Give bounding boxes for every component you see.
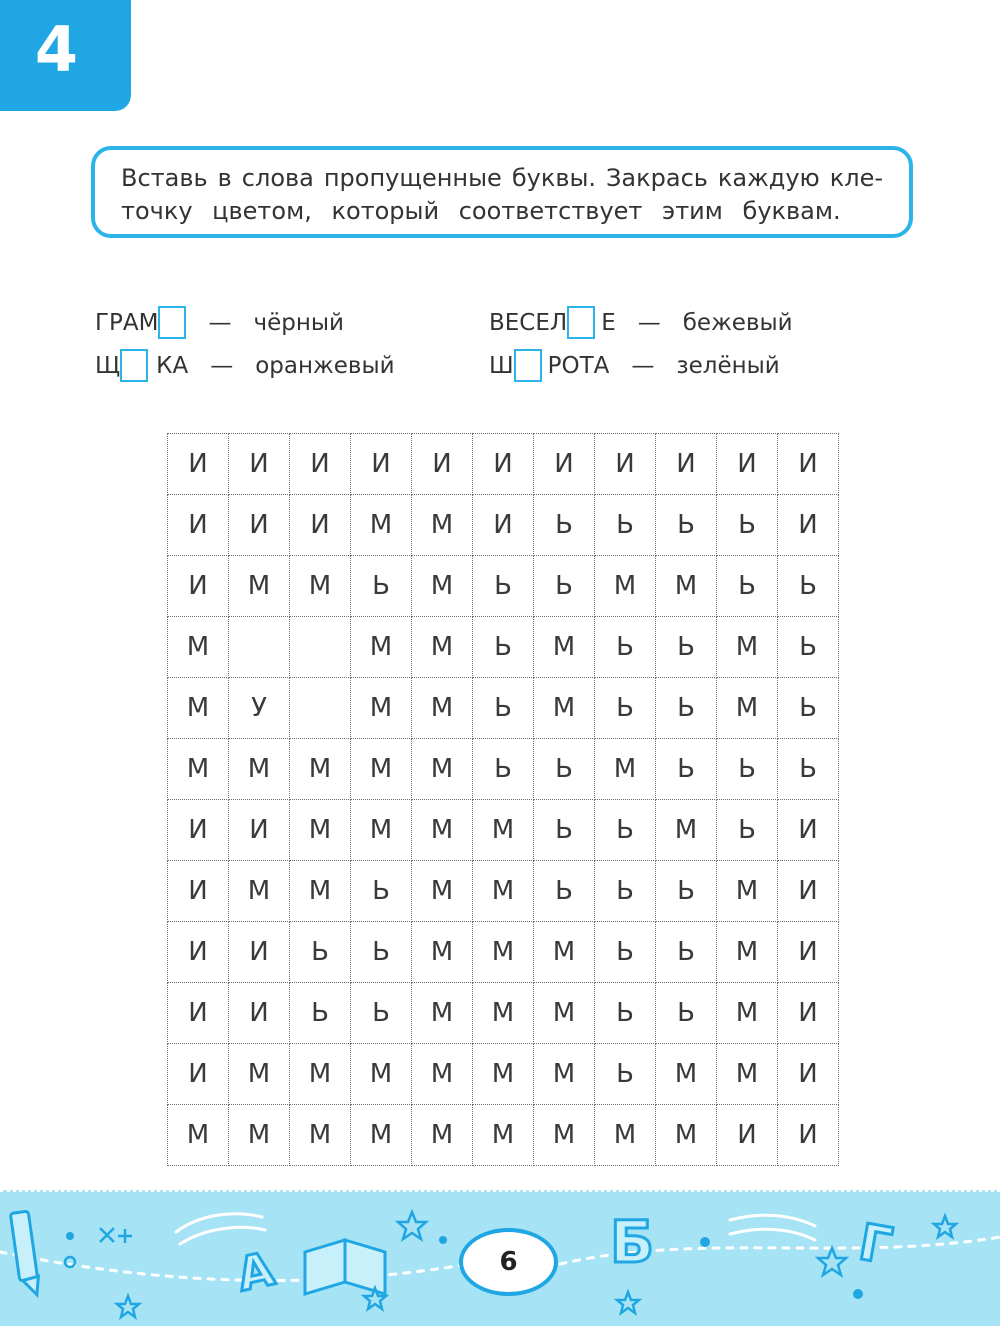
grid-cell[interactable]: М [412, 678, 473, 739]
grid-row [168, 678, 839, 739]
grid-cell[interactable]: И [595, 434, 656, 495]
letter-input-box[interactable] [567, 306, 595, 339]
grid-cell[interactable]: М [473, 983, 534, 1044]
grid-cell[interactable]: И [168, 861, 229, 922]
grid-cell[interactable]: Ь [534, 800, 595, 861]
grid-cell[interactable]: Ь [656, 495, 717, 556]
page-number: 6 [499, 1247, 518, 1277]
dash: — [210, 352, 234, 379]
grid-cell[interactable]: Ь [351, 983, 412, 1044]
grid-cell[interactable]: М [412, 617, 473, 678]
grid-cell[interactable]: И [168, 1044, 229, 1105]
footer-letter-g: Г [854, 1212, 897, 1276]
grid-cell[interactable]: Ь [473, 678, 534, 739]
grid-cell[interactable]: И [229, 922, 290, 983]
grid-cell[interactable]: Ь [778, 556, 839, 617]
grid-cell[interactable]: М [717, 983, 778, 1044]
word-color: бежевый [682, 309, 793, 336]
instruction-line-1: Вставь в слова пропущенные буквы. Закрась каждую кле- [121, 164, 883, 192]
grid-cell[interactable]: М [290, 861, 351, 922]
swoosh-line [730, 1229, 815, 1240]
word-color: зелёный [676, 352, 780, 379]
grid-cell[interactable]: М [168, 617, 229, 678]
dot-icon [66, 1232, 74, 1240]
grid-cell[interactable]: Ь [717, 739, 778, 800]
grid-cell[interactable] [290, 678, 351, 739]
grid-cell[interactable]: И [168, 434, 229, 495]
grid-cell[interactable]: М [656, 1105, 717, 1166]
grid-cell[interactable]: М [534, 922, 595, 983]
grid-row [168, 800, 839, 861]
word-task-1 [95, 306, 344, 339]
grid-cell[interactable]: М [717, 617, 778, 678]
grid-cell[interactable]: М [168, 678, 229, 739]
grid-cell[interactable] [290, 617, 351, 678]
letter-input-box[interactable] [514, 349, 542, 382]
grid-cell[interactable]: И [778, 434, 839, 495]
grid-row [168, 617, 839, 678]
letter-input-box[interactable] [158, 306, 186, 339]
grid-cell[interactable]: И [168, 983, 229, 1044]
grid-cell[interactable]: М [290, 1044, 351, 1105]
grid-cell[interactable]: Ь [778, 739, 839, 800]
grid-cell[interactable]: И [168, 495, 229, 556]
grid-cell[interactable]: М [290, 739, 351, 800]
word-task-4 [489, 349, 780, 382]
grid-cell[interactable]: М [290, 556, 351, 617]
grid-cell[interactable]: Ь [717, 556, 778, 617]
grid-cell[interactable]: И [473, 434, 534, 495]
grid-cell[interactable]: М [351, 678, 412, 739]
grid-cell[interactable]: Ь [656, 983, 717, 1044]
grid-cell[interactable]: Ь [656, 861, 717, 922]
grid-cell[interactable]: Ь [595, 800, 656, 861]
word-color: чёрный [253, 309, 344, 336]
grid-cell[interactable]: М [229, 1105, 290, 1166]
grid-cell[interactable]: Ь [534, 495, 595, 556]
star-icon [818, 1248, 846, 1275]
grid-cell[interactable]: Ь [595, 495, 656, 556]
grid-cell[interactable]: М [290, 800, 351, 861]
footer-letter-b: Б [610, 1208, 655, 1276]
grid-cell[interactable]: И [412, 434, 473, 495]
grid-cell[interactable]: И [168, 922, 229, 983]
dash: — [637, 309, 661, 336]
word-task-3 [95, 349, 395, 382]
grid-cell[interactable]: М [473, 861, 534, 922]
grid-cell[interactable]: Ь [595, 861, 656, 922]
grid-cell[interactable]: И [717, 434, 778, 495]
grid-cell[interactable]: И [717, 1105, 778, 1166]
grid-cell[interactable]: Ь [778, 678, 839, 739]
word-part-after: РОТА [547, 352, 610, 379]
word-part-before: Щ [95, 352, 121, 379]
grid-cell[interactable]: Ь [534, 556, 595, 617]
letter-grid [167, 433, 839, 1166]
word-task-2 [489, 306, 793, 339]
grid-cell[interactable]: Ь [290, 983, 351, 1044]
grid-cell[interactable]: Ь [473, 556, 534, 617]
grid-cell[interactable]: Ь [351, 556, 412, 617]
grid-cell[interactable]: М [412, 861, 473, 922]
grid-cell[interactable]: Ь [473, 739, 534, 800]
task-number: 4 [34, 12, 79, 86]
star-icon [398, 1212, 426, 1239]
grid-row [168, 861, 839, 922]
grid-cell[interactable]: М [229, 1044, 290, 1105]
grid-cell[interactable]: М [656, 556, 717, 617]
grid-cell[interactable]: Ь [595, 983, 656, 1044]
grid-cell[interactable]: И [778, 983, 839, 1044]
grid-cell[interactable]: М [168, 1105, 229, 1166]
grid-cell[interactable]: И [351, 434, 412, 495]
grid-cell[interactable]: У [229, 678, 290, 739]
word-part-after: Е [601, 309, 616, 336]
grid-cell[interactable]: М [412, 922, 473, 983]
grid-cell[interactable]: М [229, 556, 290, 617]
grid-cell[interactable]: Ь [656, 678, 717, 739]
grid-cell[interactable]: Ь [351, 861, 412, 922]
grid-cell[interactable]: М [351, 617, 412, 678]
grid-cell[interactable]: М [595, 556, 656, 617]
grid-cell[interactable]: И [168, 800, 229, 861]
grid-cell[interactable]: И [229, 800, 290, 861]
grid-cell[interactable]: М [473, 922, 534, 983]
grid-cell[interactable]: М [473, 1044, 534, 1105]
grid-cell[interactable]: М [168, 739, 229, 800]
grid-cell[interactable]: Ь [351, 922, 412, 983]
grid-row [168, 1044, 839, 1105]
grid-cell[interactable]: И [778, 800, 839, 861]
grid-cell[interactable]: М [534, 1044, 595, 1105]
footer-letter-a: А [232, 1241, 279, 1302]
grid-row [168, 983, 839, 1044]
grid-cell[interactable]: М [412, 739, 473, 800]
grid-cell[interactable]: М [656, 800, 717, 861]
word-part-after: КА [156, 352, 189, 379]
star-icon [934, 1216, 956, 1237]
grid-cell[interactable]: М [412, 495, 473, 556]
grid-cell[interactable]: М [534, 983, 595, 1044]
grid-cell[interactable]: Ь [717, 495, 778, 556]
math-signs-icon [100, 1228, 132, 1243]
grid-cell[interactable]: М [534, 1105, 595, 1166]
grid-cell[interactable]: М [351, 1105, 412, 1166]
instruction-line-2: точку цветом, который соответствует этим буквам. [121, 197, 841, 225]
grid-cell[interactable]: М [351, 1044, 412, 1105]
grid-cell[interactable]: М [351, 739, 412, 800]
grid-row [168, 922, 839, 983]
grid-cell[interactable]: М [534, 678, 595, 739]
dot-icon [853, 1289, 863, 1299]
grid-cell[interactable]: И [778, 861, 839, 922]
grid-cell[interactable]: Ь [656, 739, 717, 800]
grid-cell[interactable]: И [290, 434, 351, 495]
word-part-before: ВЕСЕЛ [489, 309, 568, 336]
grid-cell[interactable]: М [473, 800, 534, 861]
star-icon [617, 1292, 639, 1313]
grid-cell[interactable]: Ь [778, 617, 839, 678]
word-color: оранжевый [255, 352, 395, 379]
pencil-icon [10, 1211, 41, 1296]
grid-cell[interactable]: И [290, 495, 351, 556]
grid-cell[interactable]: Ь [290, 922, 351, 983]
grid-cell[interactable]: Ь [595, 678, 656, 739]
grid-cell[interactable]: М [290, 1105, 351, 1166]
instruction-box [91, 146, 913, 238]
grid-cell[interactable]: М [412, 1044, 473, 1105]
word-part-before: ГРАМ [95, 309, 159, 336]
grid-cell[interactable]: И [473, 495, 534, 556]
grid-cell[interactable]: М [351, 800, 412, 861]
book-icon [305, 1240, 385, 1294]
grid-cell[interactable]: И [778, 495, 839, 556]
grid-cell[interactable]: М [412, 983, 473, 1044]
grid-row [168, 495, 839, 556]
grid-cell[interactable]: И [229, 434, 290, 495]
grid-cell[interactable]: Ь [473, 617, 534, 678]
grid-cell[interactable]: М [717, 1044, 778, 1105]
grid-cell[interactable]: Ь [656, 617, 717, 678]
grid-cell[interactable]: И [229, 495, 290, 556]
grid-cell[interactable]: Ь [717, 800, 778, 861]
grid-cell[interactable]: Ь [534, 739, 595, 800]
swoosh-line [730, 1215, 815, 1226]
grid-cell[interactable]: М [412, 1105, 473, 1166]
grid-cell[interactable]: М [473, 1105, 534, 1166]
dot-icon [700, 1237, 710, 1247]
task-number-tab [0, 0, 131, 111]
grid-cell[interactable]: М [351, 495, 412, 556]
grid-cell[interactable]: М [595, 739, 656, 800]
star-icon [117, 1296, 139, 1317]
grid-cell[interactable]: М [717, 861, 778, 922]
grid-cell[interactable] [229, 617, 290, 678]
page-number-badge [459, 1228, 558, 1296]
letter-input-box[interactable] [120, 349, 148, 382]
grid-row [168, 739, 839, 800]
grid-row [168, 556, 839, 617]
grid-cell[interactable]: М [595, 1105, 656, 1166]
grid-cell[interactable]: И [778, 1044, 839, 1105]
grid-cell[interactable]: И [656, 434, 717, 495]
grid-cell[interactable]: М [229, 739, 290, 800]
swoosh-line [180, 1227, 265, 1244]
grid-cell[interactable]: И [778, 922, 839, 983]
dash: — [631, 352, 655, 379]
dash: — [208, 309, 232, 336]
grid-cell[interactable]: Ь [595, 922, 656, 983]
grid-cell[interactable]: М [656, 1044, 717, 1105]
grid-cell[interactable]: М [717, 922, 778, 983]
grid-cell[interactable]: М [229, 861, 290, 922]
grid-row [168, 434, 839, 495]
grid-cell[interactable]: М [412, 556, 473, 617]
dot-icon [439, 1236, 447, 1244]
grid-cell[interactable]: М [412, 800, 473, 861]
grid-cell[interactable]: И [778, 1105, 839, 1166]
word-part-before: Ш [489, 352, 514, 379]
grid-cell[interactable]: Ь [656, 922, 717, 983]
grid-cell[interactable]: Ь [534, 861, 595, 922]
grid-cell[interactable]: И [229, 983, 290, 1044]
grid-cell[interactable]: М [534, 617, 595, 678]
grid-cell[interactable]: Ь [595, 1044, 656, 1105]
grid-cell[interactable]: Ь [595, 617, 656, 678]
grid-cell[interactable]: И [168, 556, 229, 617]
grid-cell[interactable]: М [717, 678, 778, 739]
grid-row [168, 1105, 839, 1166]
grid-cell[interactable]: И [534, 434, 595, 495]
